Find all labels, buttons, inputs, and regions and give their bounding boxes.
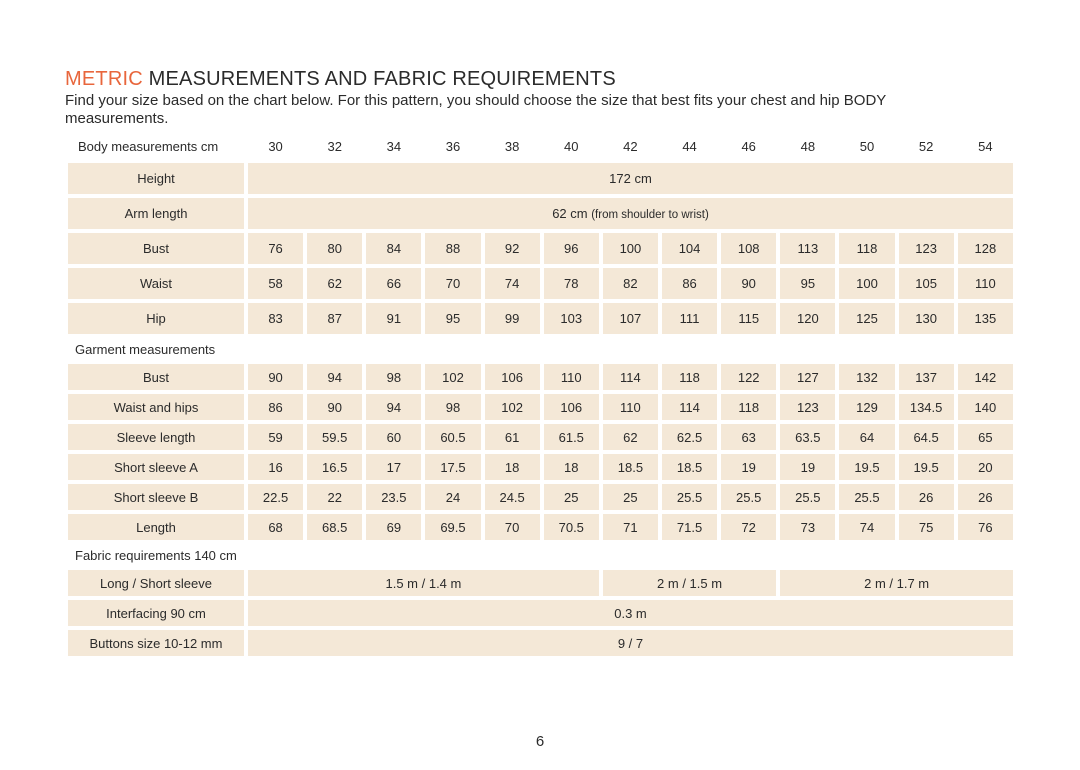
table-cell: 96 [544,233,599,264]
table-cell: 83 [248,303,303,334]
table-cell: 59 [248,424,303,450]
table-cell: 98 [425,394,480,420]
table-cell: 17 [366,454,421,480]
size-header: 44 [682,138,697,154]
section-header-row [68,338,1013,360]
row-label: Arm length [68,198,244,229]
table-cell: 122 [721,364,776,390]
row-label: Length [68,514,244,540]
table-cell: 84 [366,233,421,264]
table-cell: 18.5 [662,454,717,480]
table-cell: 68.5 [307,514,362,540]
table-cell: 16 [248,454,303,480]
size-header: 52 [918,138,934,154]
section-header-row [68,544,1013,566]
table-cell: 99 [485,303,540,334]
row-label: Long / Short sleeve [68,570,244,596]
table-cell: 120 [780,303,835,334]
size-header: 50 [859,138,875,154]
table-cell: 91 [366,303,421,334]
table-cell: 74 [485,268,540,299]
table-cell: 88 [425,233,480,264]
table-cell: 110 [603,394,658,420]
size-header: 36 [445,138,461,154]
table-cell: 108 [721,233,776,264]
size-header: 48 [800,138,816,154]
fabric-cell: 1.5 m / 1.4 m [248,570,599,596]
table-cell: 75 [899,514,954,540]
table-cell: 142 [958,364,1013,390]
table-cell: 82 [603,268,658,299]
table-cell: 123 [899,233,954,264]
size-header: 38 [504,138,520,154]
table-cell: 22.5 [248,484,303,510]
table-cell: 68 [248,514,303,540]
table-row [68,268,1013,299]
table-cell: 24.5 [485,484,540,510]
table-row [68,364,1013,390]
table-cell: 20 [958,454,1013,480]
table-cell: 98 [366,364,421,390]
arm-length-row [68,198,1013,229]
size-header-row [68,133,1013,159]
size-header: 40 [564,138,579,154]
table-row [68,514,1013,540]
size-header: 30 [268,138,283,154]
table-row [68,233,1013,264]
table-cell: 18 [544,454,599,480]
table-cell: 118 [839,233,894,264]
table-cell: 110 [958,268,1013,299]
table-cell: 128 [958,233,1013,264]
table-cell: 18.5 [603,454,658,480]
table-cell: 17.5 [425,454,480,480]
table-cell: 22 [307,484,362,510]
table-cell: 24 [425,484,480,510]
table-cell: 76 [248,233,303,264]
table-cell: 19.5 [839,454,894,480]
table-cell: 129 [839,394,894,420]
row-label: Sleeve length [68,424,244,450]
table-cell: 94 [307,364,362,390]
page-number: 6 [535,733,545,750]
table-cell: 140 [958,394,1013,420]
row-label: Bust [68,233,244,264]
table-cell: 100 [603,233,658,264]
buttons-row [68,630,1013,656]
table-row [68,424,1013,450]
table-cell: 74 [839,514,894,540]
fabric-cell: 2 m / 1.5 m [603,570,776,596]
page-title [65,68,616,91]
table-cell: 58 [248,268,303,299]
table-cell: 66 [366,268,421,299]
row-label: Short sleeve B [68,484,244,510]
table-cell: 95 [780,268,835,299]
page-subtitle: Find your size based on the chart below. For this pattern, you should choose the size that best fits your chest and hip BODY measurements. [65,92,887,127]
table-cell: 70 [485,514,540,540]
table-cell: 106 [544,394,599,420]
long-short-sleeve-row [68,570,1013,596]
table-cell: 25 [544,484,599,510]
header-label: Body measurements cm [78,138,219,154]
table-cell: 25 [603,484,658,510]
table-cell: 113 [780,233,835,264]
table-cell: 86 [662,268,717,299]
table-cell: 135 [958,303,1013,334]
table-cell: 123 [780,394,835,420]
table-cell: 62.5 [662,424,717,450]
table-cell: 63.5 [780,424,835,450]
fabric-cell: 2 m / 1.7 m [780,570,1013,596]
table-cell: 61 [485,424,540,450]
table-row [68,303,1013,334]
table-cell: 19.5 [899,454,954,480]
table-cell: 70.5 [544,514,599,540]
table-cell: 114 [603,364,658,390]
table-cell: 87 [307,303,362,334]
table-cell: 102 [425,364,480,390]
buttons-value: 9 / 7 [248,630,1013,656]
table-cell: 105 [899,268,954,299]
table-cell: 92 [485,233,540,264]
table-cell: 60 [366,424,421,450]
table-cell: 125 [839,303,894,334]
table-cell: 94 [366,394,421,420]
size-header: 34 [386,138,402,154]
row-label: Bust [68,364,244,390]
table-cell: 115 [721,303,776,334]
table-cell: 26 [899,484,954,510]
table-cell: 132 [839,364,894,390]
table-cell: 90 [248,364,303,390]
row-label: Short sleeve A [68,454,244,480]
table-cell: 19 [780,454,835,480]
table-cell: 19 [721,454,776,480]
table-row [68,454,1013,480]
table-cell: 69 [366,514,421,540]
table-cell: 60.5 [425,424,480,450]
row-label: Buttons size 10-12 mm [68,630,244,656]
height-row [68,163,1013,194]
row-label: Height [68,163,244,194]
table-cell: 26 [958,484,1013,510]
table-cell: 59.5 [307,424,362,450]
table-cell: 16.5 [307,454,362,480]
arm-length-value: 62 cm [552,206,588,221]
table-cell: 111 [662,303,717,334]
table-row [68,484,1013,510]
garment-section-title: Garment measurements [75,341,216,357]
table-cell: 95 [425,303,480,334]
table-cell: 63 [721,424,776,450]
table-cell: 127 [780,364,835,390]
table-cell: 137 [899,364,954,390]
table-cell: 103 [544,303,599,334]
interfacing-value: 0.3 m [248,600,1013,626]
title-rest: MEASUREMENTS AND FABRIC REQUIREMENTS [142,68,616,90]
row-label: Waist and hips [68,394,244,420]
table-cell: 130 [899,303,954,334]
table-cell: 62 [307,268,362,299]
row-label: Interfacing 90 cm [68,600,244,626]
table-cell: 18 [485,454,540,480]
table-cell: 102 [485,394,540,420]
size-header: 54 [978,138,993,154]
size-header: 42 [623,138,638,154]
table-cell: 71.5 [662,514,717,540]
table-cell: 70 [425,268,480,299]
table-cell: 62 [603,424,658,450]
table-cell: 76 [958,514,1013,540]
table-cell: 90 [307,394,362,420]
table-cell: 106 [485,364,540,390]
table-cell: 23.5 [366,484,421,510]
row-label: Hip [68,303,244,334]
table-cell: 90 [721,268,776,299]
interfacing-row [68,600,1013,626]
table-cell: 64.5 [899,424,954,450]
fabric-section-title: Fabric requirements 140 cm [75,547,237,563]
table-cell: 25.5 [780,484,835,510]
size-chart-table [64,129,1017,660]
table-cell: 65 [958,424,1013,450]
table-cell: 114 [662,394,717,420]
table-cell: 25.5 [662,484,717,510]
table-cell: 69.5 [425,514,480,540]
arm-length-note: (from shoulder to wrist) [591,209,709,221]
table-cell: 134.5 [899,394,954,420]
size-header: 32 [327,138,342,154]
title-accent: METRIC [65,68,143,90]
table-cell: 71 [603,514,658,540]
height-value: 172 cm [248,163,1013,194]
table-cell: 25.5 [721,484,776,510]
table-cell: 104 [662,233,717,264]
table-cell: 64 [839,424,894,450]
table-cell: 110 [544,364,599,390]
table-cell: 86 [248,394,303,420]
table-cell: 78 [544,268,599,299]
size-header: 46 [741,138,756,154]
table-cell: 72 [721,514,776,540]
table-cell: 73 [780,514,835,540]
table-cell: 118 [662,364,717,390]
table-cell: 100 [839,268,894,299]
table-cell: 107 [603,303,658,334]
arm-length-cell [248,198,1013,229]
table-row [68,394,1013,420]
table-cell: 25.5 [839,484,894,510]
table-cell: 61.5 [544,424,599,450]
table-cell: 80 [307,233,362,264]
table-cell: 118 [721,394,776,420]
row-label: Waist [68,268,244,299]
